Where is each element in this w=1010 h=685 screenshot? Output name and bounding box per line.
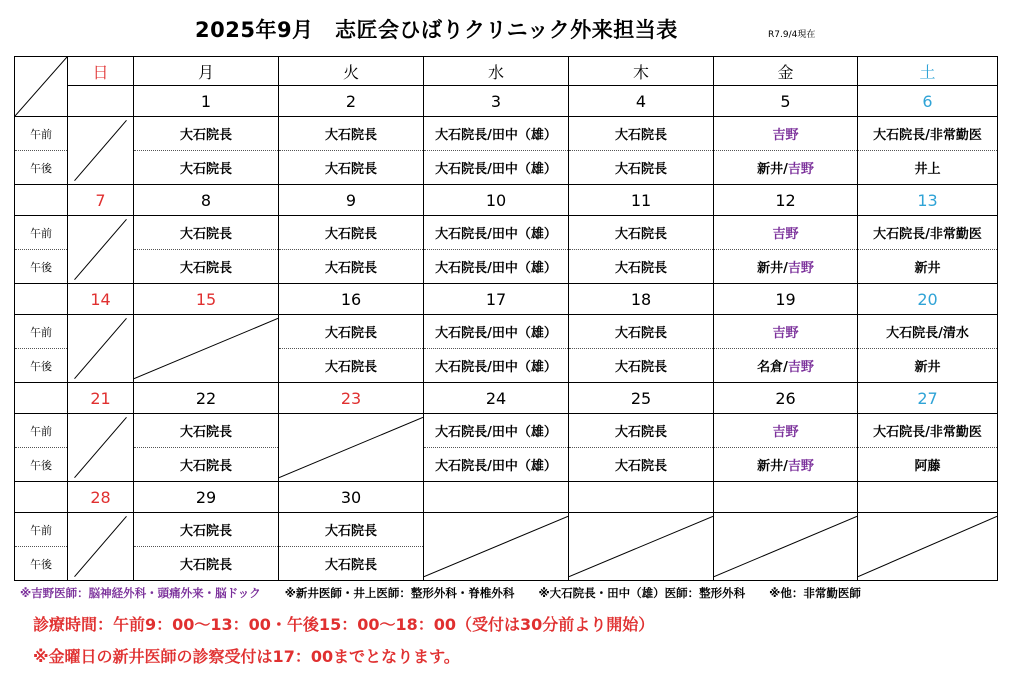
schedule-slot: 吉野	[714, 315, 858, 349]
date-cell: 13	[858, 185, 998, 216]
as-of-date: R7.9/4現在	[768, 30, 816, 40]
closed-cell	[569, 513, 714, 581]
schedule-slot: 大石院長	[134, 216, 279, 250]
closed-cell	[68, 414, 134, 482]
weekday-header: 月	[134, 57, 279, 86]
schedule-slot: 大石院長	[279, 151, 424, 185]
schedule-slot: 大石院長	[569, 448, 714, 482]
schedule-slot: 大石院長/田中（雄）	[424, 315, 569, 349]
consultation-hours: 診療時間：午前9：00～13：00・午後15：00～18：00（受付は30分前より開始）	[33, 615, 655, 634]
schedule-table	[14, 56, 998, 581]
schedule-slot: 新井/吉野	[714, 448, 858, 482]
date-cell: 20	[858, 284, 998, 315]
closed-cell	[424, 513, 569, 581]
weekday-header: 火	[279, 57, 424, 86]
weekday-header: 木	[569, 57, 714, 86]
schedule-slot: 名倉/吉野	[714, 349, 858, 383]
schedule-slot: 大石院長/田中（雄）	[424, 414, 569, 448]
schedule-slot: 大石院長/非常勤医	[858, 216, 998, 250]
schedule-slot: 大石院長	[134, 513, 279, 547]
doctor-footnotes	[20, 585, 881, 601]
schedule-slot: 大石院長	[569, 117, 714, 151]
date-cell: 10	[424, 185, 569, 216]
closed-cell	[68, 315, 134, 383]
schedule-slot: 大石院長/田中（雄）	[424, 216, 569, 250]
schedule-slot: 大石院長	[279, 216, 424, 250]
corner-cell	[15, 57, 68, 117]
footnote-yoshino: ※吉野医師：脳神経外科・頭痛外来・脳ドック	[20, 586, 261, 600]
date-cell: 9	[279, 185, 424, 216]
date-cell: 28	[68, 482, 134, 513]
closed-cell	[68, 117, 134, 185]
period-label-am: 午前	[15, 315, 68, 349]
schedule-slot: 大石院長/非常勤医	[858, 414, 998, 448]
date-row-label	[15, 284, 68, 315]
date-cell: 15	[134, 284, 279, 315]
weekday-header: 金	[714, 57, 858, 86]
schedule-slot: 大石院長/清水	[858, 315, 998, 349]
schedule-slot: 大石院長/田中（雄）	[424, 151, 569, 185]
date-cell: 27	[858, 383, 998, 414]
schedule-slot: 大石院長	[134, 448, 279, 482]
date-cell: 16	[279, 284, 424, 315]
closed-cell	[279, 414, 424, 482]
period-label-pm: 午後	[15, 151, 68, 185]
schedule-slot: 大石院長	[279, 547, 424, 581]
schedule-slot: 新井/吉野	[714, 151, 858, 185]
date-cell: 11	[569, 185, 714, 216]
date-row-label	[15, 185, 68, 216]
page-title: 2025年9月 志匠会ひばりクリニック外来担当表	[195, 18, 678, 42]
date-cell: 7	[68, 185, 134, 216]
date-cell: 4	[569, 86, 714, 117]
date-row-label	[15, 383, 68, 414]
date-cell: 18	[569, 284, 714, 315]
date-cell	[714, 482, 858, 513]
date-cell: 25	[569, 383, 714, 414]
date-row-label	[15, 482, 68, 513]
schedule-slot: 吉野	[714, 117, 858, 151]
date-cell: 26	[714, 383, 858, 414]
schedule-slot: 大石院長/田中（雄）	[424, 349, 569, 383]
closed-cell	[858, 513, 998, 581]
period-label-am: 午前	[15, 216, 68, 250]
date-cell	[424, 482, 569, 513]
date-cell: 23	[279, 383, 424, 414]
schedule-slot: 大石院長	[279, 315, 424, 349]
period-label-am: 午前	[15, 414, 68, 448]
date-cell	[68, 86, 134, 117]
schedule-slot: 大石院長	[134, 414, 279, 448]
date-cell: 14	[68, 284, 134, 315]
footnote-arai-inoue: ※新井医師・井上医師：整形外科・脊椎外科	[284, 586, 515, 600]
date-cell: 24	[424, 383, 569, 414]
date-cell: 17	[424, 284, 569, 315]
period-label-pm: 午後	[15, 250, 68, 284]
friday-notice: ※金曜日の新井医師の診察受付は17：00までとなります。	[33, 647, 460, 666]
schedule-slot: 大石院長	[279, 513, 424, 547]
schedule-slot: 大石院長	[569, 349, 714, 383]
schedule-slot: 大石院長	[279, 250, 424, 284]
weekday-header: 土	[858, 57, 998, 86]
schedule-slot: 大石院長	[279, 117, 424, 151]
schedule-slot: 大石院長	[569, 151, 714, 185]
date-cell: 1	[134, 86, 279, 117]
schedule-slot: 吉野	[714, 414, 858, 448]
period-label-pm: 午後	[15, 547, 68, 581]
date-cell: 30	[279, 482, 424, 513]
schedule-slot: 吉野	[714, 216, 858, 250]
date-cell: 2	[279, 86, 424, 117]
period-label-am: 午前	[15, 117, 68, 151]
date-cell: 21	[68, 383, 134, 414]
closed-cell	[68, 216, 134, 284]
closed-cell	[134, 315, 279, 383]
schedule-slot: 大石院長	[569, 414, 714, 448]
period-label-pm: 午後	[15, 349, 68, 383]
schedule-slot: 大石院長	[134, 117, 279, 151]
schedule-slot: 新井	[858, 250, 998, 284]
weekday-header: 日	[68, 57, 134, 86]
schedule-slot: 大石院長/田中（雄）	[424, 250, 569, 284]
schedule-slot: 大石院長	[569, 250, 714, 284]
date-cell: 29	[134, 482, 279, 513]
schedule-slot: 大石院長	[569, 216, 714, 250]
date-cell: 22	[134, 383, 279, 414]
schedule-slot: 井上	[858, 151, 998, 185]
footnote-oishi-tanaka: ※大石院長・田中（雄）医師：整形外科	[538, 586, 746, 600]
date-cell: 6	[858, 86, 998, 117]
closed-cell	[714, 513, 858, 581]
period-label-pm: 午後	[15, 448, 68, 482]
date-cell: 8	[134, 185, 279, 216]
schedule-slot: 大石院長/田中（雄）	[424, 117, 569, 151]
schedule-slot: 大石院長/田中（雄）	[424, 448, 569, 482]
schedule-slot: 大石院長/非常勤医	[858, 117, 998, 151]
date-cell: 3	[424, 86, 569, 117]
schedule-slot: 大石院長	[134, 250, 279, 284]
closed-cell	[68, 513, 134, 581]
weekday-header: 水	[424, 57, 569, 86]
period-label-am: 午前	[15, 513, 68, 547]
schedule-slot: 大石院長	[134, 547, 279, 581]
date-cell: 12	[714, 185, 858, 216]
date-cell: 19	[714, 284, 858, 315]
schedule-slot: 大石院長	[569, 315, 714, 349]
schedule-slot: 大石院長	[134, 151, 279, 185]
schedule-slot: 新井/吉野	[714, 250, 858, 284]
date-cell: 5	[714, 86, 858, 117]
footnote-others: ※他：非常勤医師	[769, 586, 861, 600]
schedule-slot: 阿藤	[858, 448, 998, 482]
date-cell	[569, 482, 714, 513]
schedule-slot: 大石院長	[279, 349, 424, 383]
date-cell	[858, 482, 998, 513]
schedule-slot: 新井	[858, 349, 998, 383]
